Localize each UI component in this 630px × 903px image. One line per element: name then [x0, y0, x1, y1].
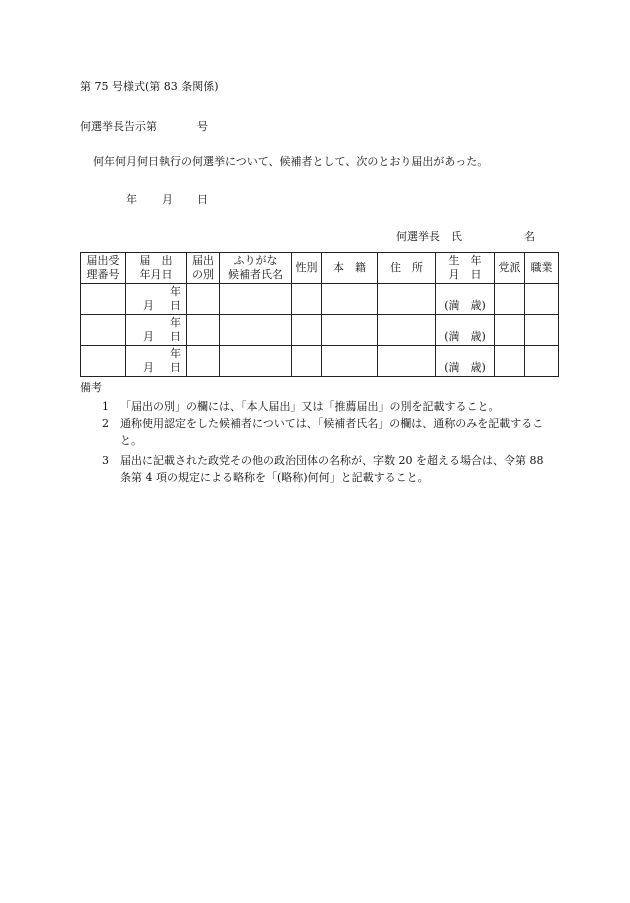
date-year-label: 年 [126, 193, 137, 206]
table-cell [292, 346, 322, 377]
date-day-label: 日 [197, 193, 208, 206]
birth-date-cell: (満 歳) [436, 346, 495, 377]
table-row [81, 346, 559, 377]
header-sex: 性別 [292, 253, 322, 284]
table-cell [525, 315, 559, 346]
form-number: 第 75 号様式(第 83 条関係) [80, 80, 219, 93]
remarks-title: 備考 [80, 381, 102, 394]
remark-text: 「届出の別」の欄には、「本人届出」又は「推薦届出」の別を記載すること。 [120, 400, 500, 413]
filing-date-cell: 年 月 日 [126, 284, 187, 315]
table-cell [81, 346, 126, 377]
birth-date-cell: (満 歳) [436, 315, 495, 346]
filing-date-cell: 年 月 日 [126, 315, 187, 346]
header-filing-date: 届 出 年月日 [126, 253, 187, 284]
header-candidate-name: ふりがな 候補者氏名 [220, 253, 292, 284]
table-cell [220, 284, 292, 315]
notice-body-text: 何年何月何日執行の何選挙について、候補者として、次のとおり届出があった。 [93, 155, 489, 168]
header-party: 党派 [495, 253, 525, 284]
candidate-roster-table [80, 252, 559, 377]
table-cell [495, 346, 525, 377]
remark-text: 通称使用認定をした候補者については、「候補者氏名」の欄は、通称のみを記載すること。 [120, 417, 544, 447]
table-cell [220, 346, 292, 377]
table-header-row [81, 253, 559, 284]
table-cell [220, 315, 292, 346]
table-cell [495, 315, 525, 346]
table-cell [525, 284, 559, 315]
table-cell [292, 315, 322, 346]
table-cell [187, 284, 220, 315]
table-cell [187, 315, 220, 346]
table-row [81, 315, 559, 346]
header-birth-date: 生 年 月 日 [436, 253, 495, 284]
notice-number-label: 何選挙長告示第 [80, 120, 157, 133]
table-cell [81, 284, 126, 315]
birth-date-cell: (満 歳) [436, 284, 495, 315]
header-filing-type: 届出 の別 [187, 253, 220, 284]
remark-number: 3 [102, 454, 109, 467]
filing-date-cell: 年 月 日 [126, 346, 187, 377]
signer-name-suffix: 名 [524, 230, 535, 243]
table-cell [378, 315, 436, 346]
remark-text: 届出に記載された政党その他の政治団体の名称が、字数 20 を超える場合は、令第 88 条第 4 項の規定による略称を「(略称)何何」と記載すること。 [120, 454, 544, 484]
table-cell [525, 346, 559, 377]
notice-number-suffix: 号 [197, 120, 208, 133]
signer-title: 何選挙長 氏 [396, 230, 462, 243]
header-address: 住 所 [378, 253, 436, 284]
table-cell [322, 346, 378, 377]
header-occupation: 職業 [525, 253, 559, 284]
date-month-label: 月 [162, 193, 173, 206]
header-receipt-number: 届出受 理番号 [81, 253, 126, 284]
table-cell [378, 346, 436, 377]
table-cell [187, 346, 220, 377]
remark-number: 2 [102, 417, 109, 430]
table-cell [378, 284, 436, 315]
table-cell [322, 315, 378, 346]
remark-number: 1 [102, 400, 109, 413]
table-row [81, 284, 559, 315]
table-cell [292, 284, 322, 315]
table-cell [495, 284, 525, 315]
table-cell [322, 284, 378, 315]
header-domicile: 本 籍 [322, 253, 378, 284]
table-cell [81, 315, 126, 346]
